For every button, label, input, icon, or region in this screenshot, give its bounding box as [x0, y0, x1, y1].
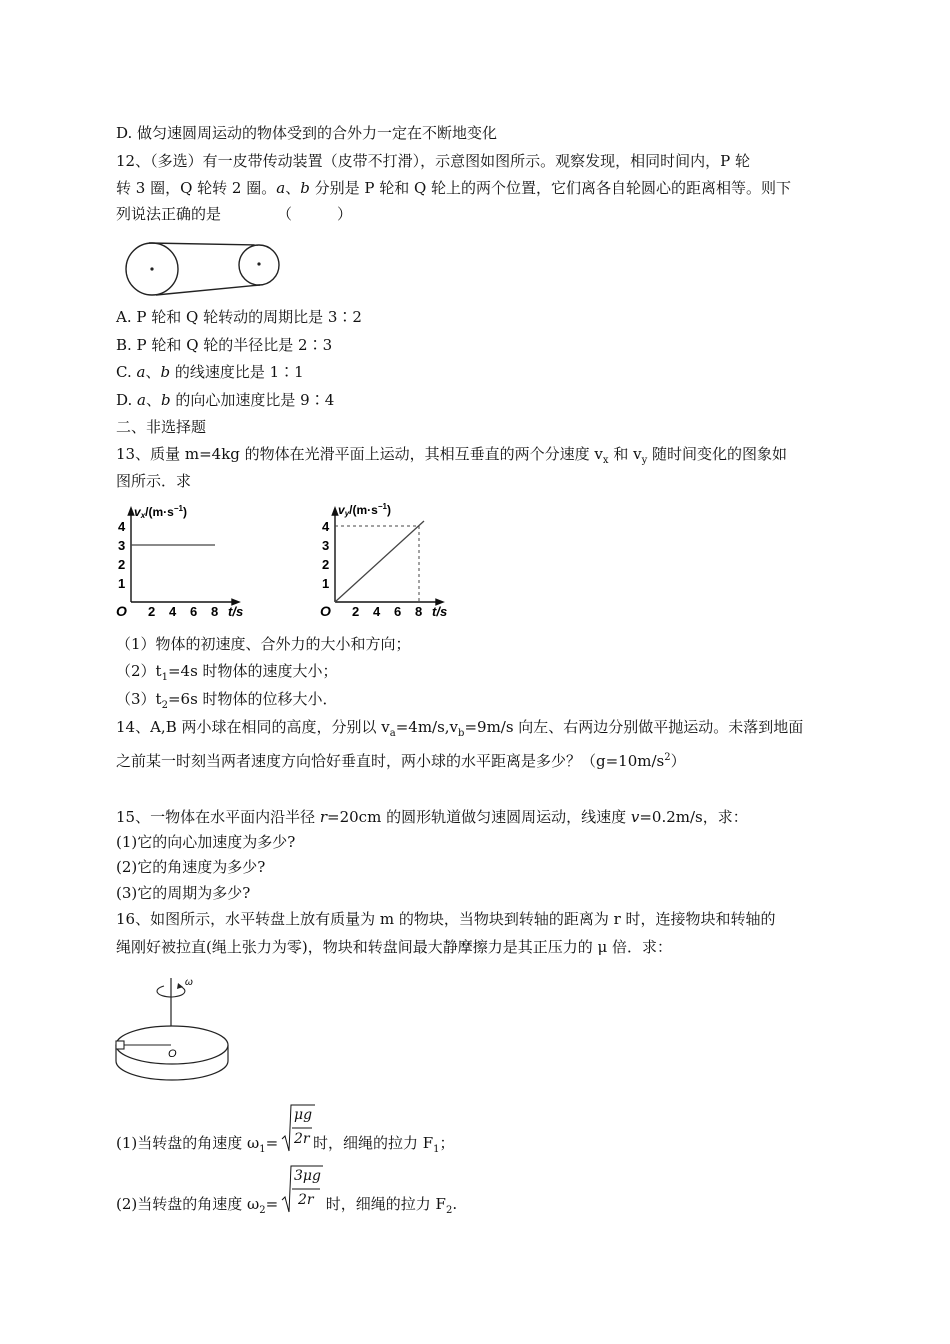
graph2-origin: O: [320, 603, 331, 618]
g1-y-tick-label: 2: [118, 557, 126, 572]
g2-y-tick-label: 2: [322, 557, 330, 572]
vx-time-graph: [114, 498, 264, 618]
graph1-axes: [128, 508, 239, 605]
q13-stem-line2: 图所示．求: [116, 472, 192, 490]
g2-y-tick-label: 4: [322, 519, 330, 534]
omega-label: ω: [185, 977, 193, 988]
g2-y-tick-label: 3: [322, 538, 330, 553]
fraction-1-denominator: 2r: [293, 1131, 310, 1147]
g1-x-tick-label: 4: [169, 604, 177, 618]
q15-part3: (3)它的周期为多少?: [116, 884, 251, 902]
q12-option-a: A. P 轮和 Q 轮转动的周期比是 3∶2: [116, 308, 362, 326]
graph1-ylabel: $vx/(m\cdot s^{-1})$: [134, 504, 187, 520]
wheel-p-center: [150, 267, 153, 270]
vy-time-graph: [318, 496, 468, 618]
g1-y-tick-label: 4: [118, 519, 126, 534]
q12-option-d: D. a、b 的向心加速度比是 9∶4: [116, 391, 335, 409]
g2-x-tick-label: 8: [415, 604, 423, 618]
q12-option-b: B. P 轮和 Q 轮的半径比是 2∶3: [116, 336, 333, 354]
g2-x-tick-label: 6: [394, 604, 402, 618]
q14-stem-line2: 之前某一时刻当两者速度方向恰好垂直时，两小球的水平距离是多少？$(g=10m/s^2)$: [116, 752, 686, 770]
q15-part2: (2)它的角速度为多少?: [116, 858, 266, 876]
q15-part1: (1)它的向心加速度为多少?: [116, 833, 296, 851]
q12-stem-line3: 列说法正确的是 （ ）: [116, 205, 353, 223]
q13-part3: $(3)t_2=6s$ 时物体的位移大小．: [116, 690, 338, 711]
g1-y-tick-label: 1: [118, 576, 126, 591]
fraction-2-denominator: 2r: [297, 1192, 314, 1208]
graph2-xlabel: t/s: [432, 604, 448, 618]
block: [116, 1041, 124, 1049]
fraction-2-numerator: 3μg: [293, 1168, 321, 1184]
graph2-y-ticks: [322, 519, 330, 591]
q15-stem: 15、一物体在水平面内沿半径 r=20cm 的圆形轨道做匀速圆周运动，线速度 v=0.2m/s，求：: [116, 808, 748, 826]
section-title: 二、非选择题: [116, 418, 207, 436]
center-label: O: [168, 1048, 177, 1060]
graph2-ylabel: $vy/(m\cdot s^{-1})$: [338, 502, 391, 518]
graph2-series-line: [335, 521, 424, 602]
g2-y-tick-label: 1: [322, 576, 330, 591]
graph1-xlabel: t/s: [228, 604, 244, 618]
g1-y-tick-label: 3: [118, 538, 126, 553]
turntable-diagram: [112, 975, 234, 1087]
q11-option-d: D. 做匀速圆周运动的物体受到的合外力一定在不断地变化: [116, 124, 498, 142]
graph1-origin: O: [116, 603, 127, 618]
answer-bracket: （ ）: [277, 205, 353, 223]
fraction-1-numerator: μg: [293, 1107, 313, 1123]
q12-stem-line1: 12、（多选）有一皮带传动装置（皮带不打滑），示意图如图所示。观察发现，相同时间内，P 轮: [116, 152, 750, 170]
q16-stem-line1: 16、如图所示，水平转盘上放有质量为 m 的物块，当物块到转轴的距离为 r 时，连接物块和转轴的: [116, 910, 776, 928]
q16-part1: (1)当转盘的角速度 $\omega_1=$ μg 2r 时，细绳的拉力 $F_1$；: [116, 1107, 455, 1155]
q12-option-c: C. a、b 的线速度比是 1∶1: [116, 363, 304, 381]
graph2-x-ticks: [352, 604, 422, 618]
sqrt-expression-2: [283, 1168, 321, 1215]
q16-stem-line2: 绳刚好被拉直(绳上张力为零)，物块和转盘间最大静摩擦力是其正压力的 μ 倍．求：: [116, 938, 672, 956]
q16-part2: (2)当转盘的角速度 $\omega_2=$ 3μg 2r 时，细绳的拉力 $F_2$.: [116, 1168, 458, 1216]
q13-part2: $(2)t_1=4s$ 时物体的速度大小；: [116, 662, 338, 683]
g2-x-tick-label: 4: [373, 604, 381, 618]
belt-pulley-diagram: [118, 236, 286, 304]
graph1-x-ticks: [148, 604, 218, 618]
g2-x-tick-label: 2: [352, 604, 360, 618]
wheel-q-center: [257, 262, 260, 265]
q12-stem-line2: 转 3 圈，Q 轮转 2 圈。a、b 分别是 P 轮和 Q 轮上的两个位置，它们离各自轮圆心的距离相等。则下: [116, 179, 792, 197]
g1-x-tick-label: 2: [148, 604, 156, 618]
belt-top: [149, 243, 258, 245]
q14-stem-line1: 14、A,B 两小球在相同的高度，分别以 $v_a=4m/s,v_b=9m/s$ 向左、右两边分别做平抛运动。未落到地面: [116, 718, 804, 739]
g1-x-tick-label: 6: [190, 604, 198, 618]
q13-part1: （1）物体的初速度、合外力的大小和方向；: [116, 635, 411, 653]
g1-x-tick-label: 8: [211, 604, 219, 618]
sqrt-expression-1: [283, 1107, 313, 1154]
graph1-y-ticks: [118, 519, 126, 591]
q13-stem-line1: 13、质量 m=4kg 的物体在光滑平面上运动，其相互垂直的两个分速度 $v_x$ 和 $v_y$ 随时间变化的图象如: [116, 445, 787, 466]
